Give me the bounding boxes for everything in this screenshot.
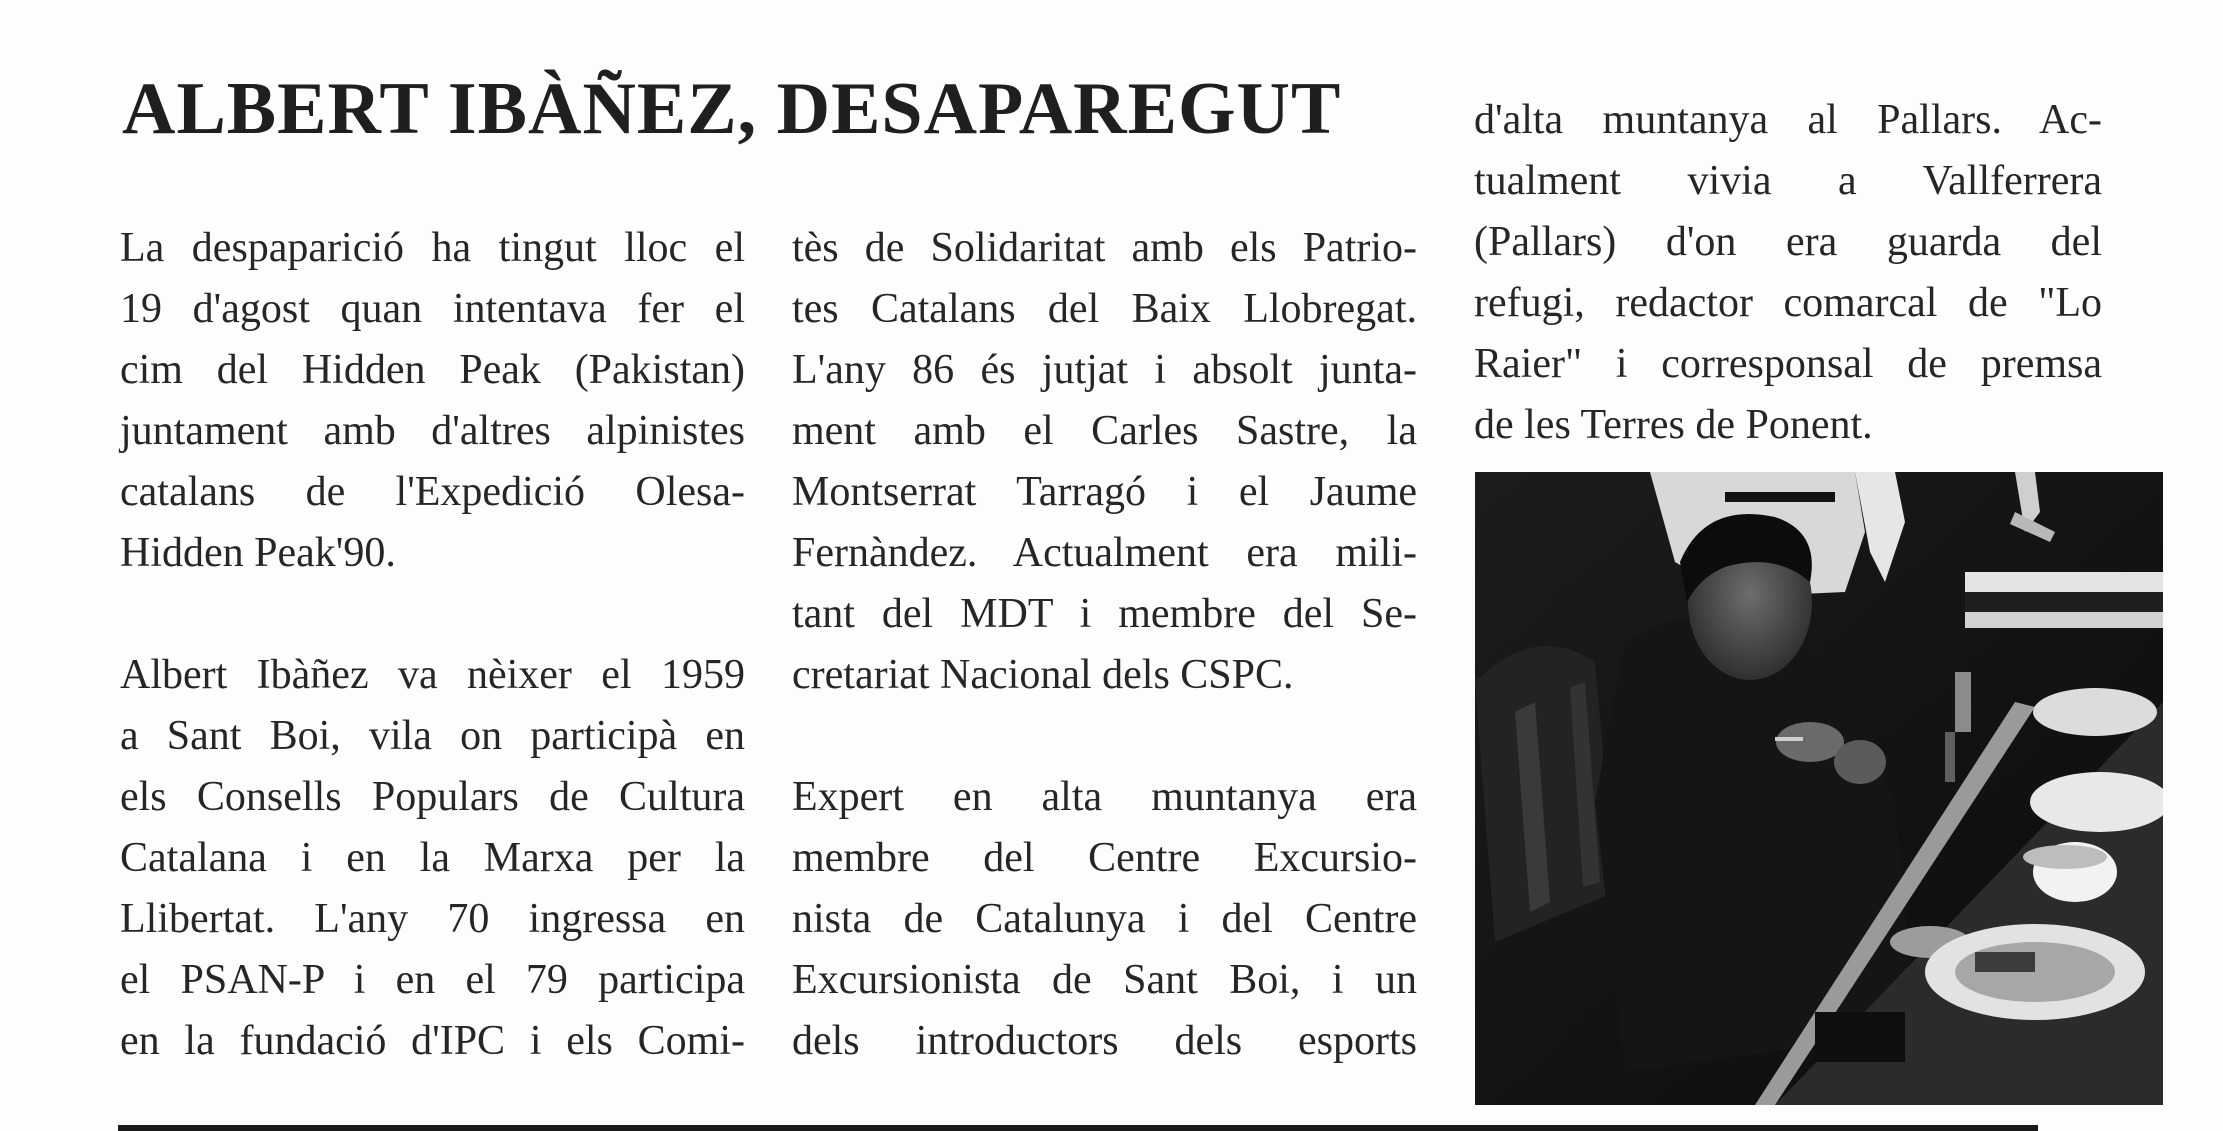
article-column-3: [1474, 90, 2102, 456]
text-line: ment amb el Carles Sastre, la: [792, 408, 1417, 454]
text-line: d'alta muntanya al Pallars. Ac-: [1474, 97, 2102, 143]
text-line: de les Terres de Ponent.: [1474, 402, 1873, 448]
text-line: dels introductors dels esports: [792, 1018, 1417, 1064]
text-line: tualment vivia a Vallferrera: [1474, 158, 2102, 204]
bottom-rule: [118, 1125, 2038, 1131]
article-column-2: [792, 218, 1417, 1072]
text-line: 19 d'agost quan intentava fer el: [120, 286, 745, 332]
text-line: tant del MDT i membre del Se-: [792, 591, 1417, 637]
paragraph-residence: [1474, 90, 2102, 456]
text-line: Llibertat. L'any 70 ingressa en: [120, 896, 745, 942]
text-line: Expert en alta muntanya era: [792, 774, 1417, 820]
article-headline: ALBERT IBÀÑEZ, DESAPAREGUT: [122, 68, 1342, 150]
text-line: La despaparició ha tingut lloc el: [120, 225, 745, 271]
portrait-photo: [1475, 472, 2163, 1105]
text-line: cretariat Nacional dels CSPC.: [792, 652, 1294, 698]
text-line: Raier" i corresponsal de premsa: [1474, 341, 2102, 387]
text-line: a Sant Boi, vila on participà en: [120, 713, 745, 759]
text-line: tes Catalans del Baix Llobregat.: [792, 286, 1417, 332]
photo-image: [1475, 472, 2163, 1105]
text-line: Montserrat Tarragó i el Jaume: [792, 469, 1417, 515]
text-line: el PSAN-P i en el 79 participa: [120, 957, 745, 1003]
text-line: juntament amb d'altres alpinistes: [120, 408, 745, 454]
text-line: cim del Hidden Peak (Pakistan): [120, 347, 745, 393]
text-line: catalans de l'Expedició Olesa-: [120, 469, 745, 515]
text-line: en la fundació d'IPC i els Comi-: [120, 1018, 745, 1064]
paragraph-mountaineering: [792, 767, 1417, 1072]
paragraph-disappearance: [120, 218, 745, 584]
article-column-1: [120, 218, 745, 1072]
text-line: refugi, redactor comarcal de "Lo: [1474, 280, 2102, 326]
text-line: Catalana i en la Marxa per la: [120, 835, 745, 881]
text-line: (Pallars) d'on era guarda del: [1474, 219, 2102, 265]
text-line: els Consells Populars de Cultura: [120, 774, 745, 820]
text-line: L'any 86 és jutjat i absolt junta-: [792, 347, 1417, 393]
text-line: Hidden Peak'90.: [120, 530, 396, 576]
text-line: Fernàndez. Actualment era mili-: [792, 530, 1417, 576]
paragraph-trial: [792, 218, 1417, 706]
text-line: nista de Catalunya i del Centre: [792, 896, 1417, 942]
text-line: Albert Ibàñez va nèixer el 1959: [120, 652, 745, 698]
text-line: tès de Solidaritat amb els Patrio-: [792, 225, 1417, 271]
paragraph-biography: [120, 645, 745, 1072]
text-line: Excursionista de Sant Boi, i un: [792, 957, 1417, 1003]
text-line: membre del Centre Excursio-: [792, 835, 1417, 881]
